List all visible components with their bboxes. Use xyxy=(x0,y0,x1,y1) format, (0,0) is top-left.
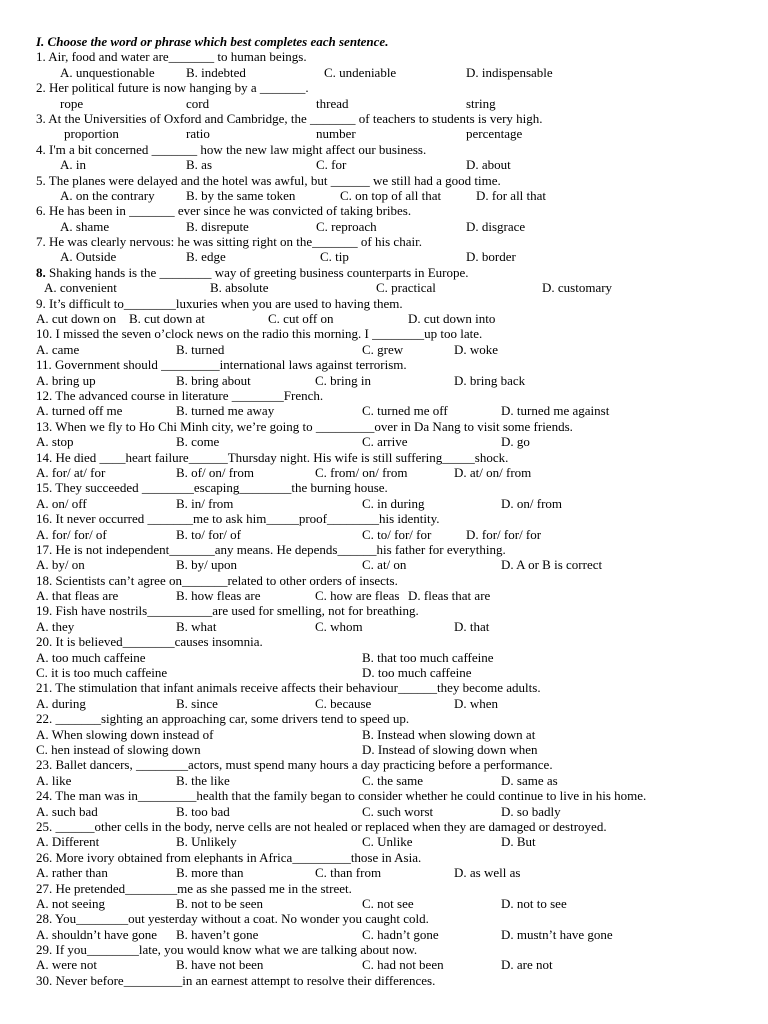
options-13 xyxy=(36,434,736,449)
option-a: A. were not xyxy=(36,957,98,973)
option-b: B. not to be seen xyxy=(176,895,264,911)
option-b: B. turned xyxy=(176,341,225,357)
option-c: C. such worst xyxy=(362,803,434,819)
option-a: A. shame xyxy=(60,218,110,234)
option-a: A. that fleas are xyxy=(36,588,119,604)
option-d: D. too much caffeine xyxy=(362,665,472,681)
option-b: B. haven’t gone xyxy=(176,926,259,942)
option-c: C. whom xyxy=(315,618,363,634)
options-11 xyxy=(36,373,736,388)
option-d: D. go xyxy=(501,434,530,450)
option-d: D. woke xyxy=(454,341,499,357)
question-18: 18. Scientists can’t agree on_______related to other orders of insects. xyxy=(36,572,398,588)
section-heading: I. Choose the word or phrase which best completes each sentence. xyxy=(36,34,389,49)
option-b: ratio xyxy=(186,126,210,142)
option-a: A. cut down on xyxy=(36,311,117,327)
option-c: C. the same xyxy=(362,772,424,788)
options-28 xyxy=(36,927,736,942)
option-a: proportion xyxy=(64,126,119,142)
question-11: 11. Government should _________international laws against terrorism. xyxy=(36,357,407,373)
question-number: 8. xyxy=(36,264,46,280)
options-1 xyxy=(36,65,736,80)
options-23 xyxy=(36,773,736,788)
option-d: D. for/ for/ for xyxy=(466,526,542,542)
option-a: A. in xyxy=(60,157,86,173)
question-4: 4. I'm a bit concerned _______ how the new law might affect our business. xyxy=(36,141,427,157)
option-c: C. had not been xyxy=(362,957,444,973)
option-c: C. cut off on xyxy=(268,311,334,327)
options-16 xyxy=(36,527,736,542)
question-29: 29. If you________late, you would know what we are talking about now. xyxy=(36,942,418,958)
question-3: 3. At the Universities of Oxford and Cambridge, the _______ of teachers to students is very high. xyxy=(36,110,543,126)
option-d: D. A or B is correct xyxy=(501,557,603,573)
option-d: D. Instead of slowing down when xyxy=(362,741,538,757)
option-a: A. shouldn’t have gone xyxy=(36,926,158,942)
option-d: D. so badly xyxy=(501,803,561,819)
option-b: B. indebted xyxy=(186,64,246,80)
option-a: A. for/ for/ of xyxy=(36,526,107,542)
option-a: A. they xyxy=(36,618,75,634)
question-9: 9. It’s difficult to________luxuries when you are used to having them. xyxy=(36,295,403,311)
options-8 xyxy=(36,280,736,295)
option-b: B. to/ for/ of xyxy=(176,526,241,542)
option-b: B. by the same token xyxy=(186,187,296,203)
question-28: 28. You________out yesterday without a coat. No wonder you caught cold. xyxy=(36,911,429,927)
option-a: A. came xyxy=(36,341,80,357)
option-d: D. But xyxy=(501,834,536,850)
options-7 xyxy=(36,249,736,264)
options-20-ab xyxy=(36,650,736,665)
option-b: B. how fleas are xyxy=(176,588,261,604)
option-d: D. on/ from xyxy=(501,495,563,511)
question-16: 16. It never occurred _______me to ask him_____proof________his identity. xyxy=(36,511,440,527)
question-1: 1. Air, food and water are_______ to human beings. xyxy=(36,49,307,65)
options-20-cd xyxy=(36,665,736,680)
question-19: 19. Fish have nostrils__________are used for smelling, not for breathing. xyxy=(36,603,419,619)
option-c: C. on top of all that xyxy=(340,187,442,203)
option-c: C. Unlike xyxy=(362,834,413,850)
option-d: D. border xyxy=(466,249,516,265)
options-14 xyxy=(36,465,736,480)
options-22-cd xyxy=(36,742,736,757)
option-c: C. arrive xyxy=(362,434,408,450)
option-b: B. edge xyxy=(186,249,226,265)
option-c: C. grew xyxy=(362,341,404,357)
option-c: number xyxy=(316,126,356,142)
options-9 xyxy=(36,311,736,326)
question-14: 14. He died ____heart failure______Thursday night. His wife is still suffering_____shock. xyxy=(36,449,509,465)
option-c: C. reproach xyxy=(316,218,377,234)
question-23: 23. Ballet dancers, ________actors, must spend many hours a day practicing before a performance. xyxy=(36,757,553,773)
options-18 xyxy=(36,588,736,603)
option-b: B. disrepute xyxy=(186,218,249,234)
option-a: A. on/ off xyxy=(36,495,87,511)
question-8 xyxy=(36,265,736,280)
question-5: 5. The planes were delayed and the hotel was awful, but ______ we still had a good time. xyxy=(36,172,501,188)
question-25: 25. ______other cells in the body, nerve cells are not healed or replaced when they are damaged or destroyed. xyxy=(36,818,607,834)
options-2 xyxy=(36,96,736,111)
option-b: cord xyxy=(186,95,210,111)
question-20: 20. It is believed________causes insomnia. xyxy=(36,634,263,650)
option-d: D. are not xyxy=(501,957,553,973)
option-d: D. mustn’t have gone xyxy=(501,926,613,942)
option-c: C. at/ on xyxy=(362,557,407,573)
option-c: C. practical xyxy=(376,280,436,296)
option-d: D. not to see xyxy=(501,895,567,911)
option-b: B. the like xyxy=(176,772,230,788)
option-b: B. too bad xyxy=(176,803,230,819)
option-b: B. of/ on/ from xyxy=(176,464,254,480)
option-a: A. bring up xyxy=(36,372,96,388)
option-a: A. like xyxy=(36,772,72,788)
question-30: 30. Never before_________in an earnest attempt to resolve their differences. xyxy=(36,972,436,988)
question-7: 7. He was clearly nervous: he was sitting right on the_______ of his chair. xyxy=(36,234,422,250)
option-a: A. too much caffeine xyxy=(36,649,146,665)
option-d: D. cut down into xyxy=(408,311,496,327)
option-b: B. in/ from xyxy=(176,495,234,511)
option-b: B. as xyxy=(186,157,212,173)
option-b: B. Unlikely xyxy=(176,834,237,850)
option-d: D. as well as xyxy=(454,865,521,881)
question-27: 27. He pretended________me as she passed me in the street. xyxy=(36,880,352,896)
option-a: A. When slowing down instead of xyxy=(36,726,214,742)
option-a: A. turned off me xyxy=(36,403,123,419)
option-a: rope xyxy=(60,95,84,111)
option-a: A. unquestionable xyxy=(60,64,155,80)
question-2: 2. Her political future is now hanging by a _______. xyxy=(36,80,309,96)
option-c: C. turned me off xyxy=(362,403,448,419)
question-21: 21. The stimulation that infant animals receive affects their behaviour______they become adults. xyxy=(36,680,541,696)
option-c: C. to/ for/ for xyxy=(362,526,432,542)
question-10: 10. I missed the seven o’clock news on the radio this morning. I ________up too late. xyxy=(36,326,483,342)
options-6 xyxy=(36,219,736,234)
option-b: B. Instead when slowing down at xyxy=(362,726,536,742)
options-4 xyxy=(36,157,736,172)
option-d: string xyxy=(466,95,496,111)
option-a: A. on the contrary xyxy=(60,187,155,203)
question-24: 24. The man was in_________health that the family began to consider whether he could continue to live in his home. xyxy=(36,788,647,804)
option-b: B. since xyxy=(176,695,218,711)
options-5 xyxy=(36,188,736,203)
option-c: C. undeniable xyxy=(324,64,397,80)
option-d: D. when xyxy=(454,695,499,711)
option-b: B. bring about xyxy=(176,372,251,388)
option-d: D. indispensable xyxy=(466,64,553,80)
option-c: C. tip xyxy=(320,249,349,265)
option-b: B. cut down at xyxy=(129,311,205,327)
options-15 xyxy=(36,496,736,511)
option-a: A. for/ at/ for xyxy=(36,464,106,480)
question-15: 15. They succeeded ________escaping________the burning house. xyxy=(36,480,388,496)
option-b: B. come xyxy=(176,434,220,450)
options-22-ab xyxy=(36,727,736,742)
options-3 xyxy=(36,126,736,141)
option-d: D. disgrace xyxy=(466,218,526,234)
option-c: C. from/ on/ from xyxy=(315,464,408,480)
option-d: D. fleas that are xyxy=(408,588,491,604)
option-a: A. not seeing xyxy=(36,895,105,911)
option-c: C. bring in xyxy=(315,372,371,388)
option-b: B. by/ upon xyxy=(176,557,238,573)
option-c: thread xyxy=(316,95,349,111)
options-24 xyxy=(36,804,736,819)
question-12: 12. The advanced course in literature ________French. xyxy=(36,388,324,403)
option-a: A. convenient xyxy=(44,280,117,296)
option-d: D. about xyxy=(466,157,511,173)
worksheet xyxy=(36,34,736,988)
option-d: D. turned me against xyxy=(501,403,610,419)
option-c: C. because xyxy=(315,695,372,711)
option-d: D. at/ on/ from xyxy=(454,464,532,480)
option-c: C. not see xyxy=(362,895,414,911)
option-b: B. absolute xyxy=(210,280,269,296)
question-6: 6. He has been in _______ ever since he was convicted of taking bribes. xyxy=(36,203,412,219)
option-c: C. hadn’t gone xyxy=(362,926,439,942)
option-a: A. Outside xyxy=(60,249,117,265)
option-d: D. that xyxy=(454,618,490,634)
question-17: 17. He is not independent_______any means. He depends______his father for everything. xyxy=(36,541,506,557)
option-b: B. more than xyxy=(176,865,244,881)
option-c: C. it is too much caffeine xyxy=(36,665,168,681)
option-d: percentage xyxy=(466,126,523,142)
option-b: B. what xyxy=(176,618,217,634)
options-10 xyxy=(36,342,736,357)
option-c: C. than from xyxy=(315,865,382,881)
option-a: A. Different xyxy=(36,834,100,850)
options-19 xyxy=(36,619,736,634)
question-text: Shaking hands is the ________ way of greeting business counterparts in Europe. xyxy=(45,264,469,280)
option-b: B. that too much caffeine xyxy=(362,649,494,665)
question-22: 22. _______sighting an approaching car, some drivers tend to speed up. xyxy=(36,711,410,727)
question-26: 26. More ivory obtained from elephants in Africa_________those in Asia. xyxy=(36,849,422,865)
option-b: B. have not been xyxy=(176,957,264,973)
option-a: A. stop xyxy=(36,434,74,450)
options-26 xyxy=(36,865,736,880)
option-d: D. same as xyxy=(501,772,558,788)
option-c: C. hen instead of slowing down xyxy=(36,741,201,757)
option-c: C. how are fleas xyxy=(315,588,400,604)
option-a: A. by/ on xyxy=(36,557,85,573)
option-b: B. turned me away xyxy=(176,403,275,419)
option-c: C. in during xyxy=(362,495,425,511)
options-27 xyxy=(36,896,736,911)
options-17 xyxy=(36,557,736,572)
option-a: A. during xyxy=(36,695,86,711)
options-29 xyxy=(36,957,736,972)
option-d: D. for all that xyxy=(476,187,547,203)
options-25 xyxy=(36,834,736,849)
options-21 xyxy=(36,696,736,711)
option-a: A. such bad xyxy=(36,803,98,819)
option-a: A. rather than xyxy=(36,865,108,881)
option-d: D. bring back xyxy=(454,372,526,388)
option-c: C. for xyxy=(316,157,347,173)
options-12 xyxy=(36,403,736,418)
question-13: 13. When we fly to Ho Chi Minh city, we’re going to _________over in Da Nang to visit some friends. xyxy=(36,418,573,434)
option-d: D. customary xyxy=(542,280,613,296)
